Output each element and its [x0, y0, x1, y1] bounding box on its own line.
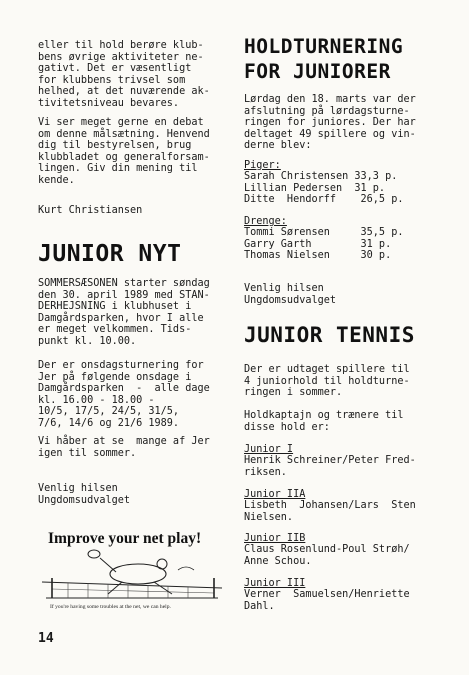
paragraph-onsdagsturnering: Der er onsdagsturnering for Jer på følgende onsdage i Damgårdsparken - alle dage kl. 16.00 - 18.00 - 10/5, 17/5, 24/5, 31/5, 7/6, 14/6 og 21/6 1989. — [38, 360, 210, 429]
advert-title: Improve your net play! — [48, 530, 202, 547]
team-name: Junior I — [244, 444, 294, 455]
tennis-advert — [38, 528, 226, 613]
team-people: Lisbeth Johansen/Lars Sten Nielsen. — [244, 500, 416, 523]
junior-nyt-title: JUNIOR NYT — [38, 241, 182, 267]
team-people: Verner Samuelsen/Henriette Dahl. — [244, 589, 410, 612]
boys-results: Tommi Sørensen 35,5 p. Garry Garth 31 p. Thomas Nielsen 30 p. — [244, 227, 404, 262]
paragraph-haaber: Vi håber at se mange af Jer igen til sommer. — [38, 436, 210, 459]
closing-left: Venlig hilsen Ungdomsudvalget — [38, 483, 131, 506]
paragraph-holdkaptajn: Holdkaptajn og trænere til disse hold er: — [244, 410, 404, 433]
page-number: 14 — [38, 631, 54, 646]
team-name: Junior III — [244, 578, 306, 589]
paragraph-debat: Vi ser meget gerne en debat om denne målsætning. Henvend dig til bestyrelsen, brug klubbladet og generalforsam- lingen. Giv din mening til kende. — [38, 117, 210, 186]
signature: Kurt Christiansen — [38, 205, 143, 216]
closing-right: Venlig hilsen Ungdomsudvalget — [244, 283, 337, 306]
team-name: Junior IIA — [244, 489, 306, 500]
paragraph-sommersaeson: SOMMERSÆSONEN starter søndag den 30. april 1989 med STAN- DERHEJSNING i klubhuset i Damgårdsparken, hvor I alle er meget velkommen. Tids- punkt kl. 10.00. — [38, 278, 210, 347]
paragraph-club-activity: eller til hold berøre klub- bens øvrige aktiviteter ne- gativt. Det er væsentligt for klubbens trivsel som helhed, at det nuværende ak- tivitetsniveau bevares. — [38, 40, 210, 109]
girls-heading: Piger: — [244, 160, 281, 171]
advert-caption: If you're having some troubles at the net, we can help. — [50, 604, 171, 610]
team-people: Claus Rosenlund-Poul Strøh/ Anne Schou. — [244, 544, 410, 567]
paragraph-afslutning: Lørdag den 18. marts var der afslutning på lørdagsturne- ringen for juniores. Der har deltaget 49 spillere og vin- derne blev: — [244, 94, 416, 152]
paragraph-udtaget: Der er udtaget spillere til 4 juniorhold til holdturne- ringen i sommer. — [244, 364, 410, 399]
junior-tennis-title: JUNIOR TENNIS — [244, 323, 415, 347]
net-play-illustration-icon — [38, 548, 226, 604]
girls-results: Sarah Christensen 33,3 p. Lillian Pedersen 31 p. Ditte Hendorff 26,5 p. — [244, 171, 404, 206]
team-name: Junior IIB — [244, 533, 306, 544]
holdturnering-title: HOLDTURNERING FOR JUNIORER — [244, 35, 404, 83]
team-people: Henrik Schreiner/Peter Fred- riksen. — [244, 455, 416, 478]
boys-heading: Drenge: — [244, 216, 287, 227]
